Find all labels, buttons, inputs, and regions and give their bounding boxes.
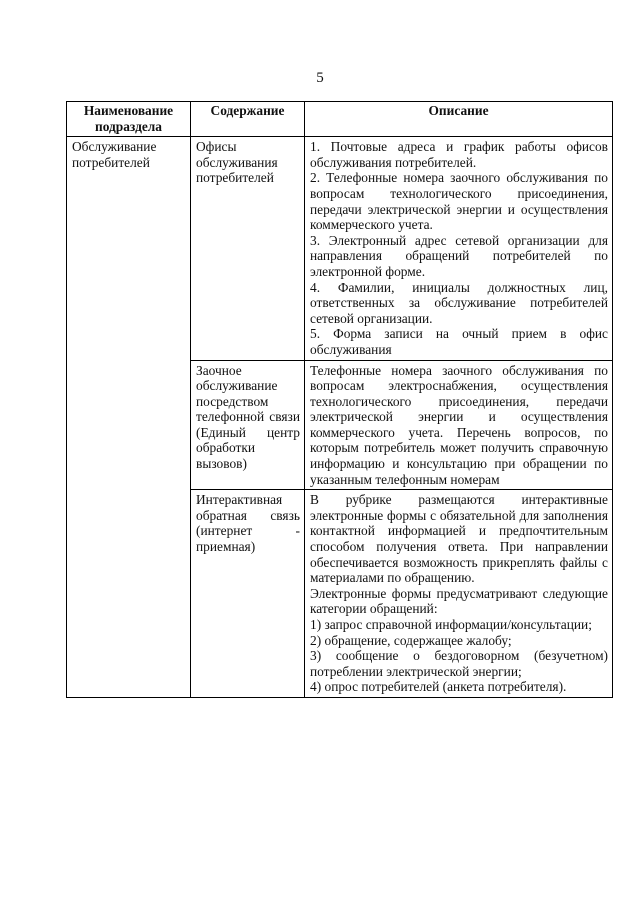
description-item: Электронные формы предусматривают следующие категории обращений: [310, 585, 608, 617]
section-name-cell: Обслуживание потребителей [67, 137, 191, 698]
description-item: 5. Форма записи на очный прием в офис обслуживания [310, 326, 608, 357]
table-row [67, 137, 613, 360]
description-item: В рубрике размещаются интерактивные электронные формы с обязательной для заполнения контактной информацией и предпочтительным способом получения ответа. При направлении обеспечивается возможность прикреплять файлы с материалами по обращению. [310, 492, 608, 586]
description-item: 3. Электронный адрес сетевой организации для направления обращений потребителей по электронной форме. [310, 232, 608, 279]
description-cell [305, 490, 613, 698]
content-cell: Заочное обслуживание посредством телефонной связи (Единый центр обработки вызовов) [191, 360, 305, 490]
description-item: 4. Фамилии, инициалы должностных лиц, ответственных за обслуживание потребителей сетевой организации. [310, 279, 608, 326]
description-item: 1) запрос справочной информации/консультации; [310, 617, 592, 632]
header-description: Описание [305, 102, 613, 137]
page-number: 5 [316, 70, 324, 86]
header-content: Содержание [191, 102, 305, 137]
description-item: Телефонные номера заочного обслуживания по вопросам электроснабжения, осуществления технологического присоединения, передачи электрической энергии и осуществления коммерческого учета. Перечень вопросов, по которым потребитель может получить справочную информацию и консультацию при обращении по указанным телефонным номерам [310, 362, 608, 487]
content-cell: Офисы обслуживания потребителей [191, 137, 305, 360]
description-item: 3) сообщение о бездоговорном (безучетном) потреблении электрической энергии; [310, 648, 608, 679]
table-header-row [67, 102, 613, 137]
header-section-name: Наименование подраздела [67, 102, 191, 137]
description-item: 4) опрос потребителей (анкета потребителя). [310, 679, 567, 695]
description-item: 2) обращение, содержащее жалобу; [310, 632, 512, 648]
description-cell [305, 360, 613, 490]
description-item: 1. Почтовые адреса и график работы офисов обслуживания потребителей. [310, 139, 608, 170]
content-cell: Интерактивная обратная связь (интернет - приемная) [191, 490, 305, 698]
services-table [66, 101, 613, 698]
description-cell [305, 137, 613, 360]
description-item: 2. Телефонные номера заочного обслуживания по вопросам технологического присоединения, передачи электрической энергии и осуществления коммерческого учета. [310, 170, 608, 233]
